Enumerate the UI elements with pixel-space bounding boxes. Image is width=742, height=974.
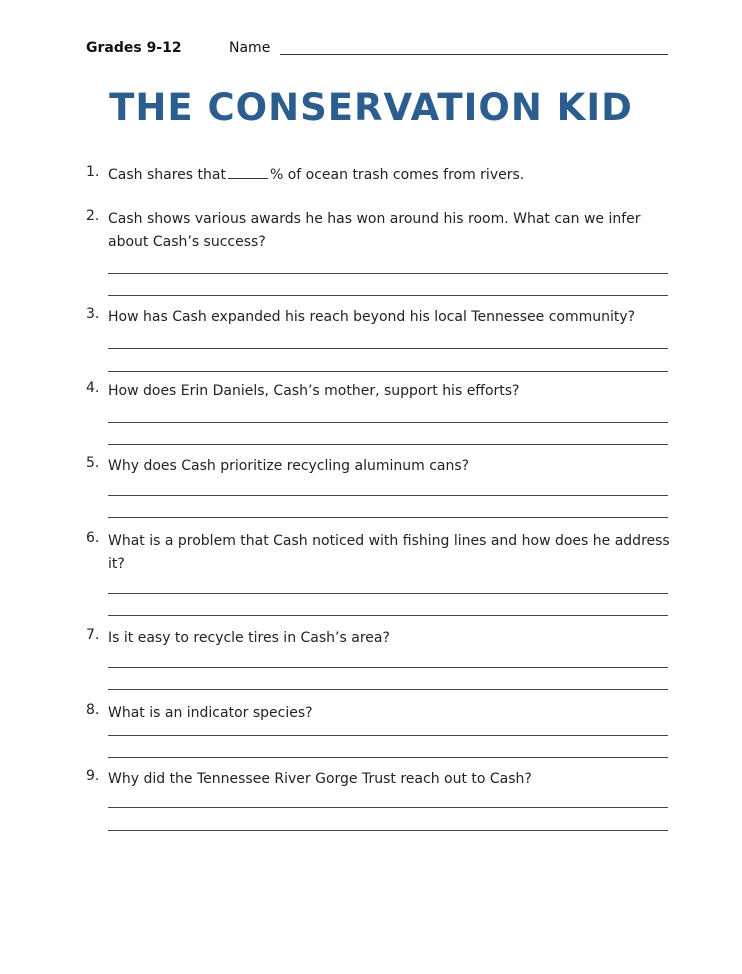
answer-line[interactable] (108, 735, 668, 736)
question-text: How does Erin Daniels, Cash’s mother, support his efforts? (108, 383, 520, 399)
question-number: 5. (86, 455, 100, 471)
question-number: 1. (86, 164, 100, 180)
name-label: Name (229, 40, 271, 56)
question-number: 9. (86, 768, 100, 784)
question-number: 2. (86, 208, 100, 224)
answer-line[interactable] (108, 422, 668, 423)
question-text: Why did the Tennessee River Gorge Trust reach out to Cash? (108, 771, 532, 787)
answer-line[interactable] (108, 615, 668, 616)
question-number: 4. (86, 380, 100, 396)
question-text: What is a problem that Cash noticed with fishing lines and how does he address it? (108, 533, 670, 572)
answer-line[interactable] (108, 444, 668, 445)
answer-line[interactable] (108, 830, 668, 831)
answer-line[interactable] (108, 495, 668, 496)
answer-line[interactable] (108, 517, 668, 518)
question-number: 3. (86, 306, 100, 322)
answer-line[interactable] (108, 593, 668, 594)
question-text-before: Cash shares that (108, 167, 226, 183)
question-text (108, 164, 676, 187)
question-number: 8. (86, 702, 100, 718)
answer-line[interactable] (108, 371, 668, 372)
fill-in-blank[interactable] (228, 166, 268, 179)
question-text: Cash shows various awards he has won around his room. What can we infer about Cash’s success? (108, 211, 641, 250)
name-field[interactable] (280, 54, 668, 55)
answer-line[interactable] (108, 807, 668, 808)
grade-level: Grades 9-12 (86, 40, 182, 56)
question-text-after: % of ocean trash comes from rivers. (269, 167, 525, 183)
question-number: 7. (86, 627, 100, 643)
answer-line[interactable] (108, 689, 668, 690)
worksheet-header (86, 40, 668, 60)
question-number: 6. (86, 530, 100, 546)
question-text: Is it easy to recycle tires in Cash’s area? (108, 630, 390, 646)
question-text: What is an indicator species? (108, 705, 313, 721)
answer-line[interactable] (108, 273, 668, 274)
page-title: THE CONSERVATION KID (109, 86, 633, 129)
answer-line[interactable] (108, 348, 668, 349)
question-text: How has Cash expanded his reach beyond his local Tennessee community? (108, 309, 636, 325)
answer-line[interactable] (108, 757, 668, 758)
question-text: Why does Cash prioritize recycling aluminum cans? (108, 458, 470, 474)
answer-line[interactable] (108, 667, 668, 668)
answer-line[interactable] (108, 295, 668, 296)
